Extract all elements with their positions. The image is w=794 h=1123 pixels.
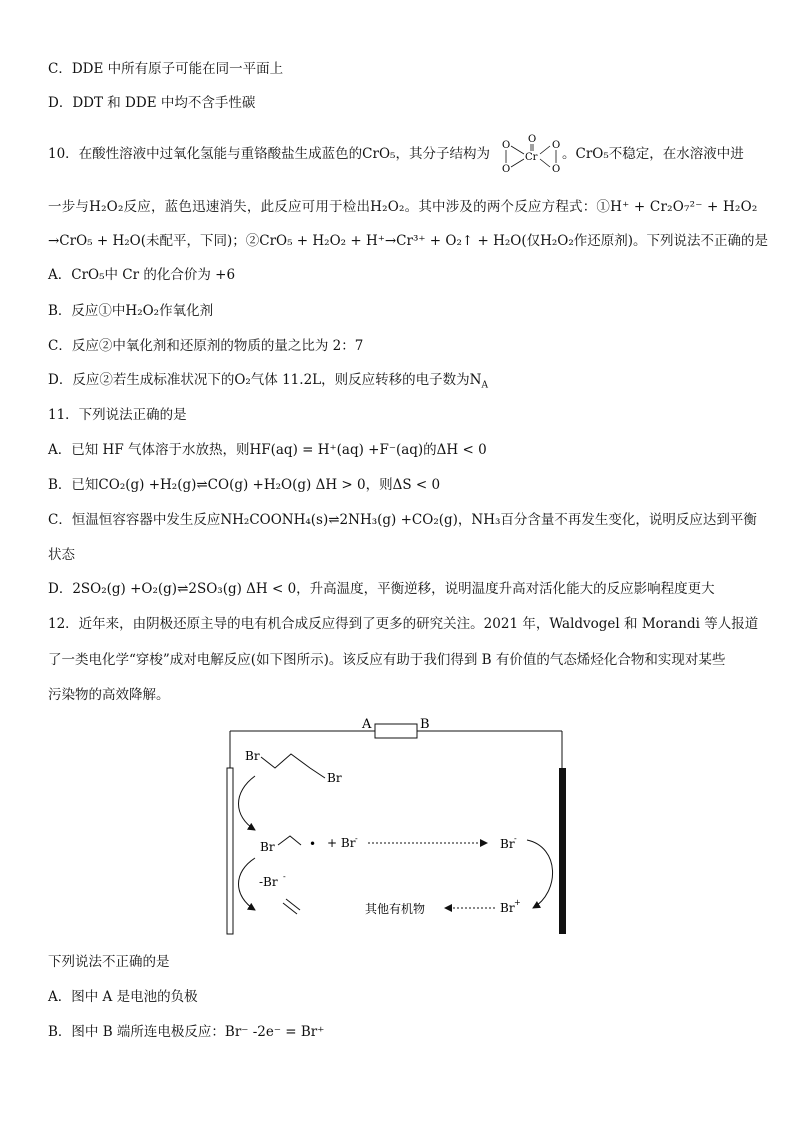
dibromide-chain	[261, 754, 325, 778]
arrow-reduction-2	[239, 858, 256, 910]
bromine-cation-charge: +	[514, 898, 521, 907]
dibromide-br-right: Br	[327, 771, 342, 785]
question-12-stem-c: 污染物的高效降解。	[48, 687, 170, 703]
ethylene-bond-1	[283, 903, 297, 914]
option-10c: C．反应②中氧化剂和还原剂的物质的量之比为 2：7	[48, 338, 364, 354]
question-11-stem: 11．下列说法正确的是	[48, 407, 187, 423]
option-9d: D．DDT 和 DDE 中均不含手性碳	[48, 95, 256, 111]
cro5-o-ul: O	[502, 140, 511, 151]
option-10b: B．反应①中H₂O₂作氧化剂	[48, 303, 214, 319]
question-10-stem-b: 。CrO₅不稳定，在水溶液中进	[562, 146, 744, 162]
question-12-stem-b: 了一类电化学“穿梭”成对电解反应(如下图所示)。该反应有助于我们得到 B 有价值的气态烯烃化合物和实现对某些	[48, 652, 726, 668]
option-10a: A．CrO₅中 Cr 的化合价为 +6	[48, 267, 236, 283]
radical-br: Br	[260, 840, 275, 854]
cro5-o-top: O	[528, 134, 537, 145]
option-11c-cont: 状态	[48, 547, 75, 563]
other-organics: 其他有机物	[365, 902, 426, 916]
question-12-prompt: 下列说法不正确的是	[48, 954, 170, 970]
radical-dot: •	[309, 837, 317, 851]
question-10-stem-d: →CrO₅ + H₂O(未配平，下同)；②CrO₅ + H₂O₂ + H⁺→Cr³⁺ + O₂↑ + H₂O(仅H₂O₂作还原剂)。下列说法不正确的是	[48, 233, 769, 249]
option-9c: C．DDE 中所有原子可能在同一平面上	[48, 61, 284, 77]
option-11c: C．恒温恒容容器中发生反应NH₂COONH₄(s)⇌2NH₃(g) +CO₂(g)，NH₃百分含量不再发生变化，说明反应达到平衡	[48, 512, 757, 528]
power-source	[375, 724, 417, 738]
cro5-o-ur: O	[552, 140, 561, 151]
cro5-cr: Cr	[525, 152, 538, 163]
option-11a: A．已知 HF 气体溶于水放热，则HF(aq) = H⁺(aq) +F⁻(aq)的ΔH < 0	[48, 442, 487, 458]
plus-bromide-charge: -	[355, 834, 358, 843]
left-electrode	[227, 768, 233, 934]
question-10-stem-c: 一步与H₂O₂反应，蓝色迅速消失，此反应可用于检出H₂O₂。其中涉及的两个反应方程式：①H⁺ + Cr₂O₇²⁻ + H₂O₂	[48, 199, 758, 215]
bromide-right: Br	[500, 837, 515, 851]
option-10d: D．反应②若生成标准状况下的O₂气体 11.2L，则反应转移的电子数为$N_A$	[48, 372, 488, 391]
terminal-b-label: B	[420, 717, 430, 732]
option-12a: A．图中 A 是电池的负极	[48, 989, 198, 1005]
minus-bromide: -Br	[259, 875, 278, 889]
arrow-oxidation	[527, 840, 553, 908]
arrow-reduction-1	[239, 776, 256, 830]
question-10-stem-a: 10．在酸性溶液中过氧化氢能与重铬酸盐生成蓝色的CrO₅，其分子结构为	[48, 146, 490, 162]
bromide-right-charge: -	[514, 834, 517, 843]
plus-bromide: + Br	[327, 836, 356, 850]
cro5-o-lr: O	[552, 164, 561, 175]
question-12-stem-a: 12．近年来，由阴极还原主导的电有机合成反应得到了更多的研究关注。2021 年，Waldvogel 和 Morandi 等人报道	[48, 616, 759, 632]
terminal-a-label: A	[362, 717, 372, 732]
option-11d: D．2SO₂(g) +O₂(g)⇌2SO₃(g) ΔH < 0，升高温度，平衡逆移，说明温度升高对活化能大的反应影响程度更大	[48, 581, 715, 597]
right-electrode	[559, 768, 566, 934]
radical-chain	[278, 836, 301, 845]
bromine-cation: Br	[500, 901, 515, 915]
electrolysis-diagram	[215, 712, 585, 940]
dibromide-br-left: Br	[245, 749, 260, 763]
option-12b: B．图中 B 端所连电极反应：Br⁻ -2e⁻ = Br⁺	[48, 1024, 325, 1040]
cro5-o-ll: O	[502, 164, 511, 175]
option-11b: B．已知CO₂(g) +H₂(g)⇌CO(g) +H₂O(g) ΔH > 0，则ΔS < 0	[48, 477, 441, 493]
ethylene-bond-2	[286, 899, 300, 910]
minus-bromide-charge: -	[283, 872, 286, 881]
